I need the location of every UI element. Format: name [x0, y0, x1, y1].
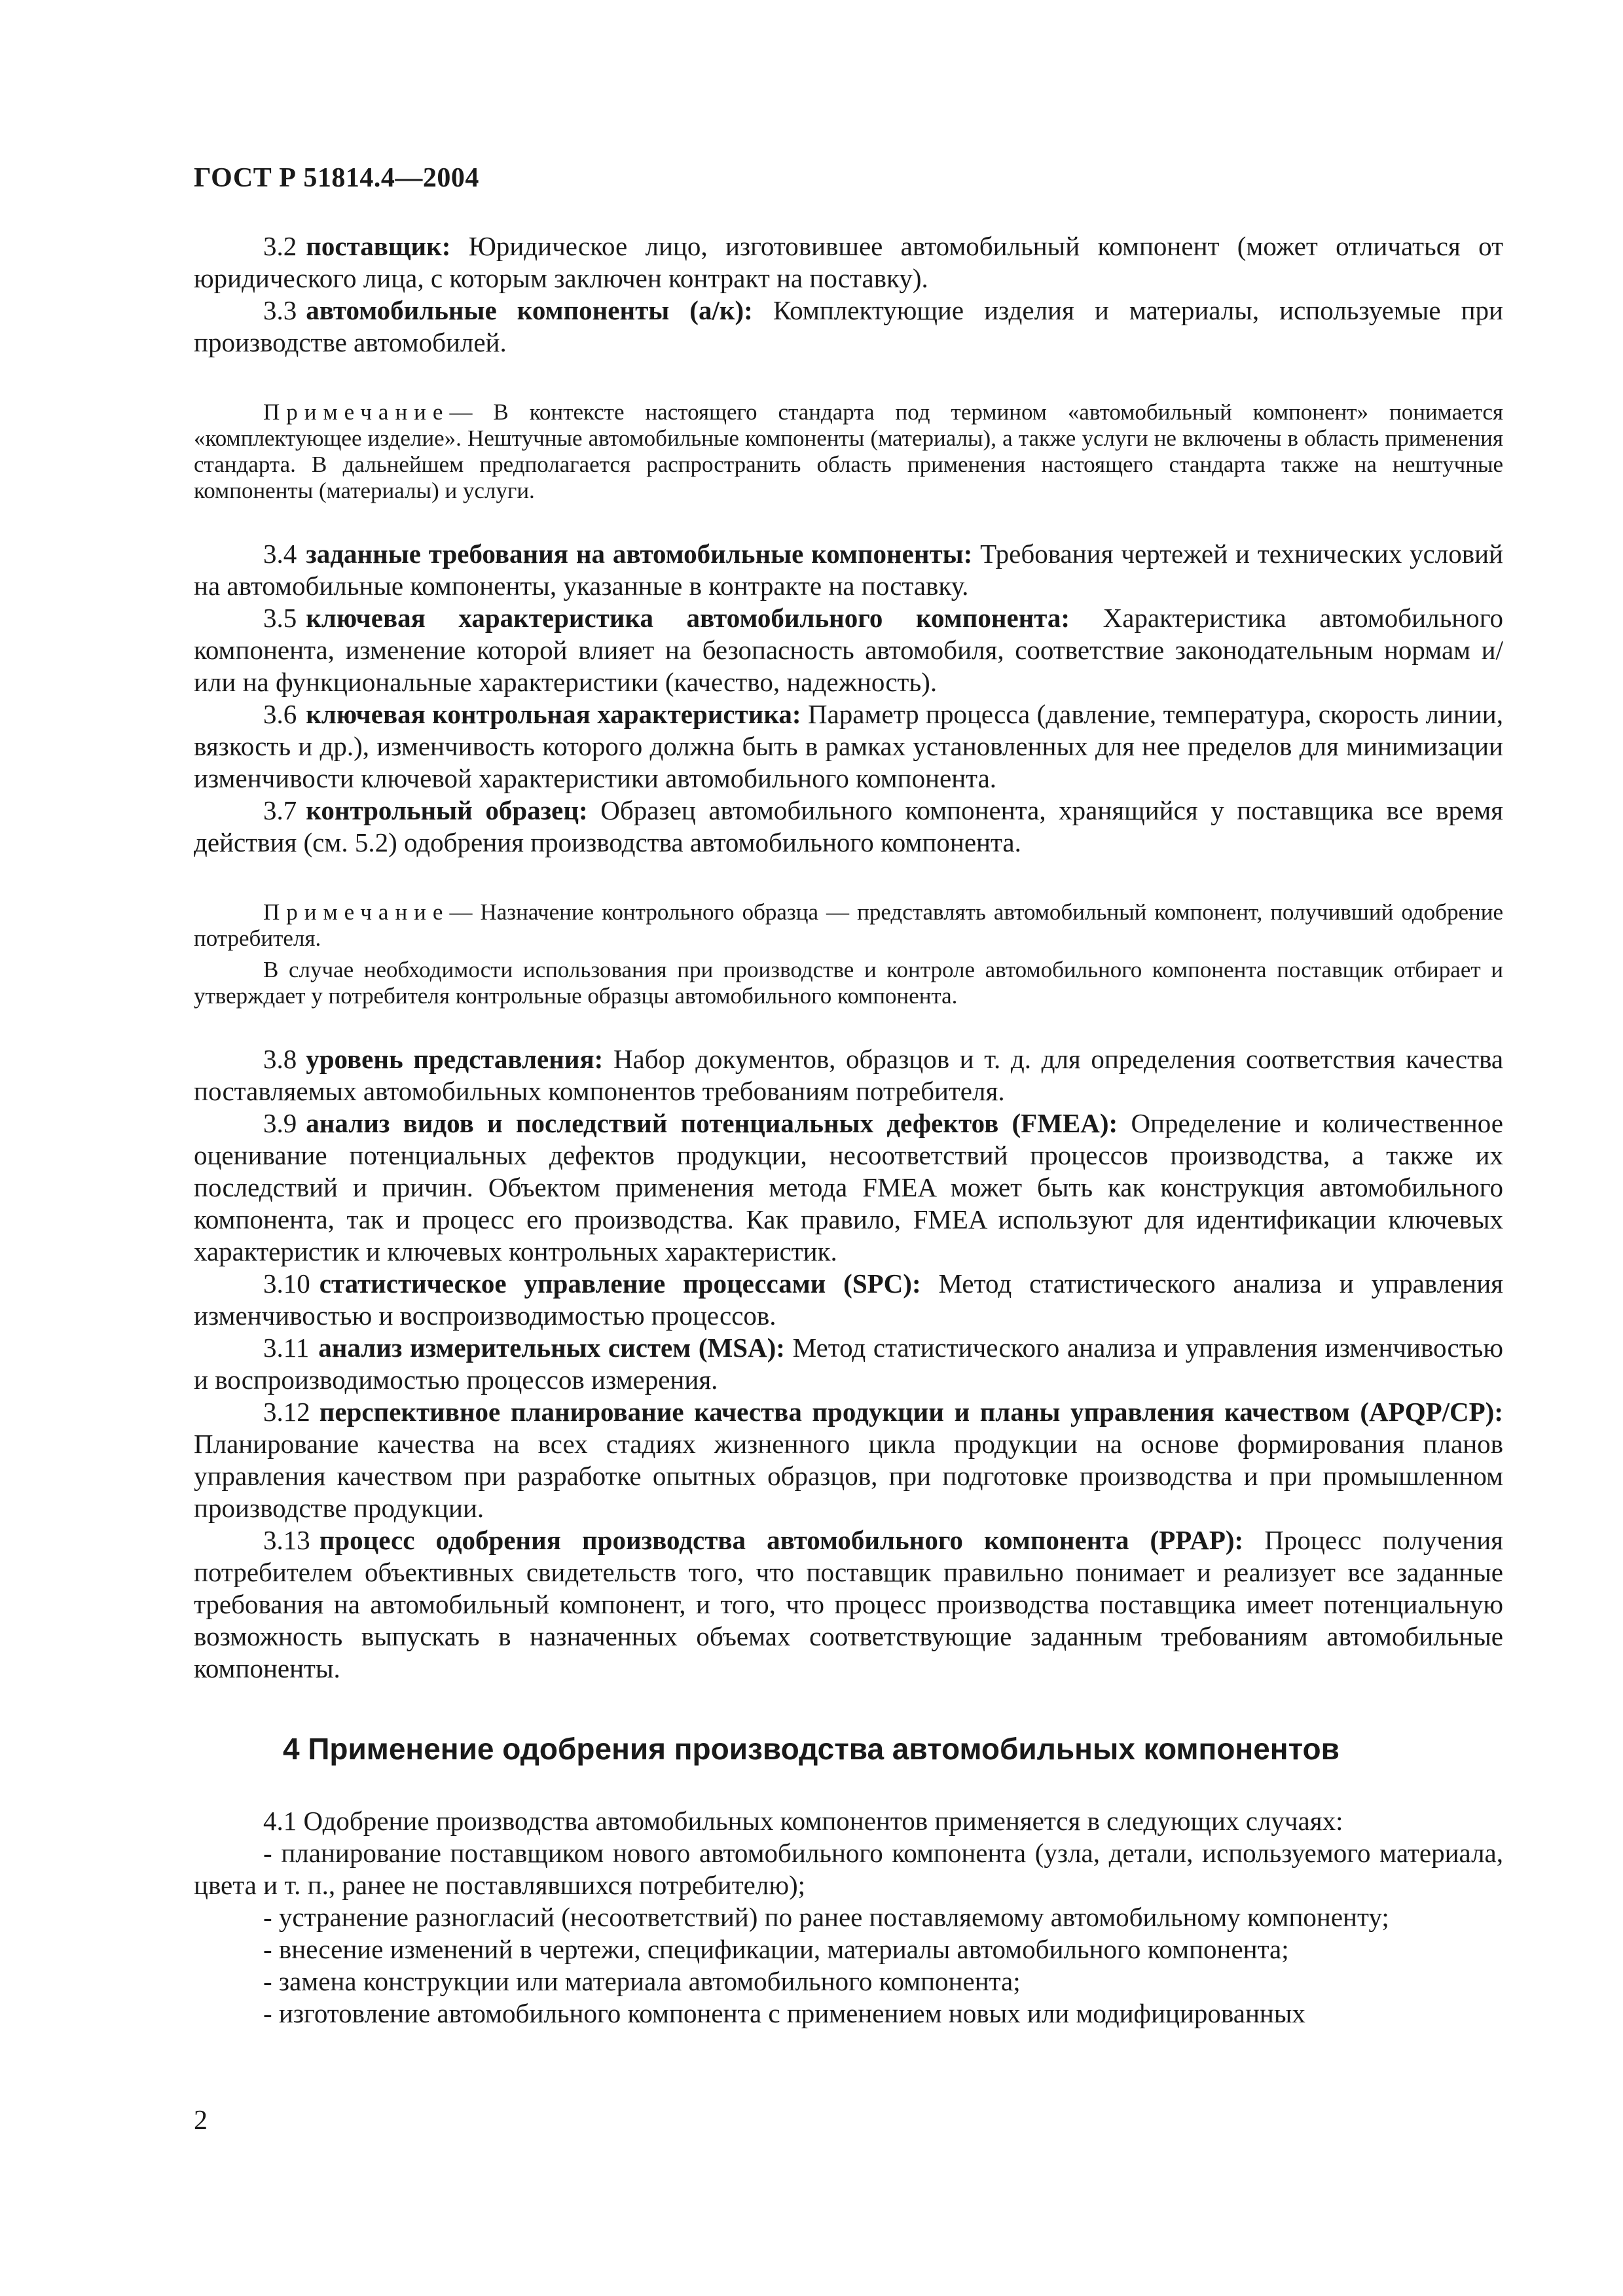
definition-3-7	[194, 795, 1503, 859]
definition-term: ключевая контрольная характеристика:	[306, 699, 801, 729]
definition-term: уровень представления:	[306, 1044, 604, 1074]
definition-term: автомобильные компоненты (а/к):	[306, 295, 753, 325]
definition-text: Метод статистического анализа и управления изменчивостью и воспроизводимостью процессов.	[194, 1268, 1503, 1331]
definition-3-2	[194, 230, 1503, 295]
definition-text: Комплектующие изделия и материалы, используемые при производстве автомобилей.	[194, 295, 1504, 357]
definition-text: Характеристика автомобильного компонента, изменение которой влияет на безопасность автомобиля, соответствие законодательным нормам и/или на функциональные характеристики (качество, надежность).	[194, 603, 1503, 697]
clause-number: 3.5	[263, 603, 297, 633]
note-text: — В контексте настоящего стандарта под термином «автомобильный компонент» понимается «комплектующее изделие». Нештучные автомобильные компоненты (материалы), а также услуги не включены в область применения стандарта. В дальнейшем предполагается распространить область применения настоящего стандарта также на нештучные компоненты (материалы) и услуги.	[194, 399, 1503, 503]
definition-text: Набор документов, образцов и т. д. для определения соответствия качества поставляемых автомобильных компонентов требованиям потребителя.	[194, 1044, 1504, 1106]
clause-number: 3.12	[263, 1397, 310, 1427]
clause-number: 3.3	[263, 295, 297, 325]
list-item: - планирование поставщиком нового автомобильного компонента (узла, детали, используемого материала, цвета и т. п., ранее не поставлявшихся потребителю);	[194, 1838, 1503, 1900]
note-block-2	[194, 899, 1503, 1009]
definition-3-11	[194, 1332, 1503, 1396]
definition-term: анализ измерительных систем (MSA):	[318, 1333, 785, 1363]
clause-number: 3.2	[263, 231, 297, 261]
clause-number: 3.9	[263, 1108, 297, 1138]
definitions-block-a	[194, 230, 1503, 359]
definition-text: Юридическое лицо, изготовившее автомобильный компонент (может отличаться от юридического лица, с которым заключен контракт на поставку).	[194, 231, 1503, 293]
document-header: ГОСТ Р 51814.4—2004	[194, 163, 479, 193]
definition-text: Метод статистического анализа и управления изменчивостью и воспроизводимостью процессов измерения.	[194, 1333, 1503, 1395]
definition-text: Образец автомобильного компонента, хранящийся у поставщика все время действия (см. 5.2) одобрения производства автомобильного компонента.	[194, 795, 1503, 857]
definition-term: процесс одобрения производства автомобильного компонента (PPAP):	[319, 1525, 1244, 1555]
list-item: - устранение разногласий (несоответствий) по ранее поставляемому автомобильному компоненту;	[263, 1902, 1389, 1932]
section-4-body	[194, 1805, 1503, 2030]
note-text: — Назначение контрольного образца — представлять автомобильный компонент, получивший одобрение потребителя.	[194, 899, 1503, 951]
definition-term: заданные требования на автомобильные компоненты:	[306, 539, 973, 569]
definition-3-12	[194, 1396, 1503, 1524]
note-paragraph	[194, 899, 1503, 952]
list-item: - внесение изменений в чертежи, спецификации, материалы автомобильного компонента;	[263, 1934, 1289, 1964]
definition-term: статистическое управление процессами (SPC):	[319, 1268, 921, 1299]
definition-3-13	[194, 1524, 1503, 1685]
clause-number: 3.11	[263, 1333, 310, 1363]
page-number: 2	[194, 2106, 208, 2136]
definition-text: Определение и количественное оценивание потенциальных дефектов продукции, несоответствий процессов производства, а также их последствий и причин. Объектом применения метода FMEA может быть как конструкция автомобильного компонента, так и процесс его производства. Как правило, FMEA используют для идентификации ключевых характеристик и ключевых контрольных характеристик.	[194, 1108, 1504, 1266]
section-4-title: 4 Применение одобрения производства автомобильных компонентов	[283, 1732, 1340, 1766]
definitions-block-c	[194, 1043, 1503, 1685]
list-item: - изготовление автомобильного компонента с применением новых или модифицированных	[263, 1998, 1305, 2028]
definition-3-6	[194, 698, 1503, 795]
list-item: - замена конструкции или материала автомобильного компонента;	[263, 1966, 1021, 1996]
clause-number: 3.7	[263, 795, 297, 825]
note-paragraph-continuation: В случае необходимости использования при производстве и контроле автомобильного компонента поставщик отбирает и утверждает у потребителя контрольные образцы автомобильного компонента.	[194, 957, 1503, 1009]
definition-3-8	[194, 1043, 1503, 1107]
definition-term: контрольный образец:	[306, 795, 588, 825]
clause-number: 3.13	[263, 1525, 310, 1555]
clause-4-1: 4.1 Одобрение производства автомобильных компонентов применяется в следующих случаях:	[263, 1806, 1343, 1836]
definition-text: Планирование качества на всех стадиях жизненного цикла продукции на основе формирования планов управления качеством при разработке опытных образцов, при подготовке производства и при промышленном производстве продукции.	[194, 1429, 1503, 1523]
definition-term: поставщик:	[306, 231, 451, 261]
definition-3-10	[194, 1268, 1503, 1332]
definitions-block-b	[194, 538, 1503, 859]
definition-text: Параметр процесса (давление, температура, скорость линии, вязкость и др.), изменчивость которого должна быть в рамках установленных для нее пределов для минимизации изменчивости ключевой характеристики автомобильного компонента.	[194, 699, 1504, 793]
definition-term: перспективное планирование качества продукции и планы управления качеством (APQP/CP):	[319, 1397, 1503, 1427]
definition-3-4	[194, 538, 1503, 602]
clause-number: 3.4	[263, 539, 297, 569]
note-label: Примечание	[263, 399, 450, 425]
clause-number: 3.6	[263, 699, 297, 729]
definition-3-9	[194, 1107, 1503, 1268]
note-paragraph	[194, 399, 1503, 504]
clause-number: 3.8	[263, 1044, 297, 1074]
note-block-1	[194, 399, 1503, 504]
definition-text: Процесс получения потребителем объективных свидетельств того, что поставщик правильно понимает и реализует все заданные требования на автомобильный компонент, и того, что процесс производства поставщика имеет потенциальную возможность выпускать в назначенных объемах соответствующие заданным требованиям автомобильные компоненты.	[194, 1525, 1503, 1683]
definition-term: ключевая характеристика автомобильного компонента:	[306, 603, 1070, 633]
definition-term: анализ видов и последствий потенциальных дефектов (FMEA):	[306, 1108, 1118, 1138]
definition-3-5	[194, 602, 1503, 698]
definition-text: Требования чертежей и технических условий на автомобильные компоненты, указанные в контракте на поставку.	[194, 539, 1503, 601]
clause-number: 3.10	[263, 1268, 310, 1299]
document-body	[194, 230, 1503, 2030]
note-label: Примечание	[263, 899, 450, 925]
definition-3-3	[194, 295, 1503, 359]
